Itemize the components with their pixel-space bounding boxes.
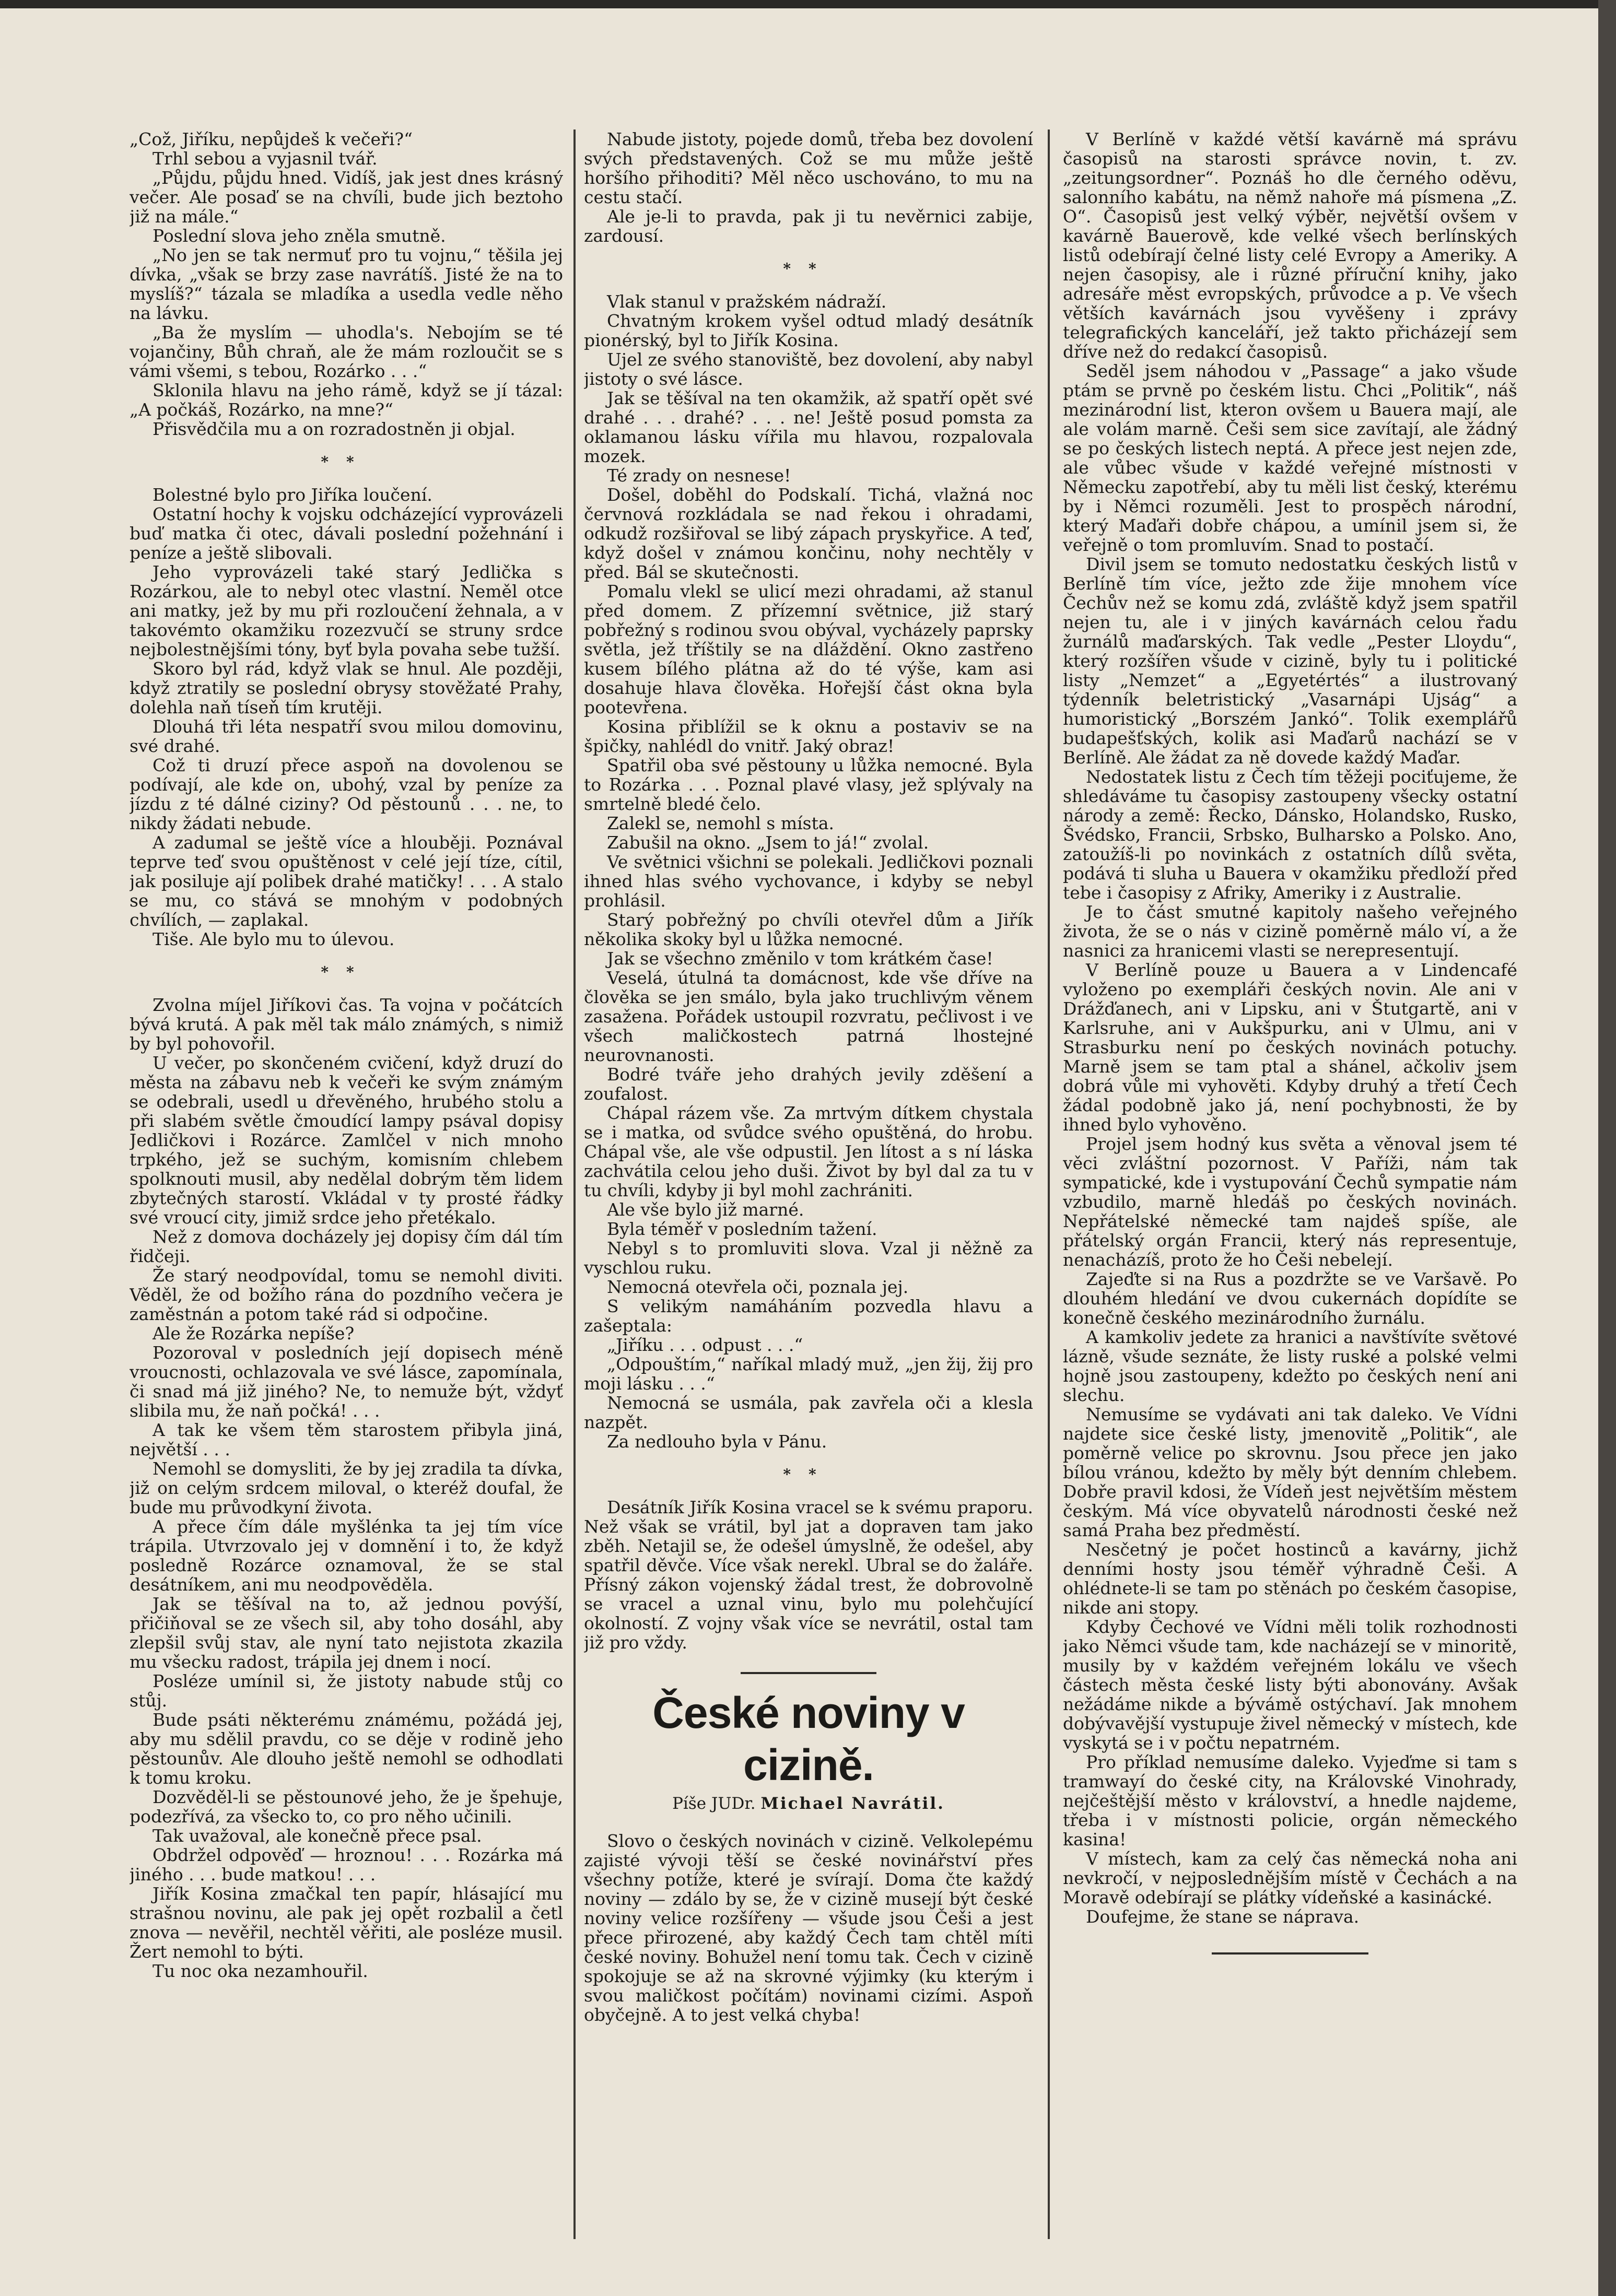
paragraph: Jak se těšíval na ten okamžik, až spatří opět své drahé . . . drahé? . . . ne! Ještě posud pomsta za oklamanou lásku vířila mu hlavou, rozpalovala mozek. [584,388,1033,466]
column-right [1063,129,1517,2260]
paragraph: Slovo o českých novinách v cizině. Velkolepému zajisté vývoji těší se české novinářství přes všechny potíže, které je svírají. Doma čte každý noviny — zdálo by se, že v cizině musejí být české noviny velice rozšířeny — všude jsou Češi a jest přece přirozené, aby každý Čech tam chtěl míti české noviny. Bohužel není tomu tak. Čech v cizině spokojuje se až na skrovné výjimky (ku kterým i svou maličkost počítám) novinami cizími. Aspoň obyčejně. A to jest velká chyba! [584,1831,1033,2025]
paragraph: Než z domova docházely jej dopisy čím dál tím řidčeji. [130,1227,563,1266]
paragraph: Starý pobřežný po chvíli otevřel dům a Jiřík několika skoky byl u lůžka nemocné. [584,910,1033,949]
paragraph: V Berlíně pouze u Bauera a v Lindencafé vyloženo po exempláři českých novin. Ale ani v Drážďanech, ani v Lipsku, ani v Štutgartě, ani v Karlsruhe, ani v Aukšpurku, ani v Ulmu, ani v Strasburku není po českých novinách potuchy. Marně jsem se tam ptal a shánel, ačkoliv jsem dobrá vůle mi vyhověti. Kdyby druhý a třetí Čech žádal podobně jako já, není pochybnosti, že by ihned bylo vyhověno. [1063,960,1517,1135]
paragraph: Skoro byl rád, když vlak se hnul. Ale později, když ztratily se poslední obrysy stověžaté Prahy, dolehla naň tíseň tím krutěji. [130,658,563,717]
paragraph: „Půjdu, půjdu hned. Vidíš, jak jest dnes krásný večer. Ale posaď se na chvíli, bude jich beztoho již na mále.“ [130,168,563,227]
paragraph: Ostatní hochy k vojsku odcházející vyprovázeli buď matka či otec, dávali poslední požehnání i peníze a ještě slibovali. [130,504,563,563]
paragraph: Nabude jistoty, pojede domů, třeba bez dovolení svých představených. Což se mu může ještě horšího přihoditi? Měl něco uschováno, to mu na cestu stačí. [584,129,1033,207]
paragraph: Kdyby Čechové ve Vídni měli tolik rozhodnosti jako Němci všude tam, kde nacházejí se v minoritě, musily by v každém veřejném lokálu ve všech částech města české listy býti abonovány. Avšak nežádáme nikde a bývámě ostýchaví. Jak mnohem dobývavější vystupuje živel německý v místech, kde vyskytá se i v počtu nepatrném. [1063,1617,1517,1753]
paragraph: Došel, doběhl do Podskalí. Tichá, vlažná noc červnová rozkládala se nad řekou i ohradami, odkudž rozšiřoval se libý zápach pryskyřice. A teď, když došel v známou končinu, nohy nechtěly v před. Bál se skutečnosti. [584,485,1033,582]
paragraph: Projel jsem hodný kus světa a věnoval jsem té věci zvláštní pozornost. V Paříži, nám tak sympatické, kde i vystupování Čechů sympatie nám vzbudilo, marně hledáš po českých novinách. Nepřátelské německé tam najdeš spíše, ale přátelský orgán Francii, který nás representuje, nenacházíš, proto že ho Češi nebelejí. [1063,1134,1517,1270]
byline-author: Michael Navrátil. [760,1794,945,1813]
scan-right-edge [1598,0,1616,2296]
article-byline [584,1794,1033,1814]
scan-top-edge [0,0,1616,8]
column-rule [1048,129,1050,2239]
paragraph: Nedostatek listu z Čech tím těžeji pociťujeme, že shledáváme tu časopisy zastoupeny všecky ostatní národy a země: Řecko, Dánsko, Holandsko, Rusko, Švédsko, Francii, Srbsko, Bulharsko a Polsko. Ano, zatoužíš-li po novinkách z ostatních dílů světa, podává ti sluha u Bauera v okamžiku předloží před tebe i časopisy z Afriky, Ameriky i z Australie. [1063,767,1517,903]
paragraph: Bolestné bylo pro Jiříka loučení. [153,485,432,505]
paragraph: Tiše. Ale bylo mu to úlevou. [153,929,395,949]
column-rule [573,129,576,2239]
paragraph: Nesčetný je počet hostinců a kavárny, jichž denními hosty jsou téměř výhradně Češi. A ohlédnete-li se tam po stěnách po českém časopise, nikde ani stopy. [1063,1539,1517,1618]
paragraph: Tu noc oka nezamhouřil. [153,1961,368,1981]
paragraph: Vlak stanul v pražském nádraží. [607,291,887,312]
paragraph: Obdržel odpověď — hroznou! . . . Rozárka má jiného . . . bude matkou! . . . [130,1845,563,1885]
paragraph: Zabušil na okno. „Jsem to já!“ zvolal. [607,832,929,853]
section-separator: ** [783,260,834,277]
paragraph: Nebyl s to promluviti slova. Vzal ji něžně za vyschlou ruku. [584,1238,1033,1278]
paragraph: Bude psáti některému známému, požádá jej, aby mu sdělil pravdu, co se děje v rodině jeho pěstounův. Ale dlouho ještě nemohl se odhodlati k tomu kroku. [130,1710,563,1788]
paragraph: Že starý neodpovídal, tomu se nemohl diviti. Věděl, že od božího rána do pozdního večera je zaměstnán a potom také rád si odpočine. [130,1265,563,1324]
paragraph: Je to část smutné kapitoly našeho veřejného života, že se o nás v cizině poměrně málo ví, a že nasnici za hranicemi vlasti se nerepresentují. [1063,902,1517,961]
paragraph: Doufejme, že stane se náprava. [1086,1906,1360,1927]
paragraph: „Jiříku . . . odpust . . .“ [607,1335,803,1355]
article-end-rule [1212,1952,1368,1954]
paragraph: Chvatným krokem vyšel odtud mladý desátník pionérský, byl to Jiřík Kosina. [584,311,1033,350]
paragraph: Ujel ze svého stanoviště, bez dovolení, aby nabyl jistoty o své lásce. [584,349,1033,389]
paragraph: „Odpouštím,“ naříkal mladý muž, „jen žij, žij pro moji lásku . . .“ [584,1354,1033,1394]
paragraph: A zadumal se ještě více a hlouběji. Poznával teprve teď svou opuštěnost v celé její tíze, cítil, jak posiluje ají polibek drahé matičky! . . . A stalo se mu, co stává se mnohým v podobných chvílích, — zaplakal. [130,832,563,930]
paragraph: Jak se všechno změnilo v tom krátkém čase! [607,948,993,969]
paragraph: Spatřil oba své pěstouny u lůžka nemocné. Byla to Rozárka . . . Poznal plavé vlasy, jež splývaly na smrtelně bledé čelo. [584,755,1033,814]
paragraph: Nemusíme se vydávati ani tak daleko. Ve Vídni najdete sice české listy, jmenovitě „Politik“, ale poměrně velice po skrovnu. Jsou přece jen jako bílou vránou, kdežto by měly být denním chlebem. Dobře pravil kdosi, že Vídeň jest největším městem českým. Má více obyvatelů národnosti české než samá Praha bez předměstí. [1063,1404,1517,1540]
paragraph: Pro příklad nemusíme daleko. Vyjeďme si tam s tramwayí do české city, na Královské Vinohrady, nejčeštější město v království, a hnedle najdeme, třeba i v místnosti policie, orgán německého kasina! [1063,1752,1517,1850]
paragraph: Pomalu vlekl se ulicí mezi ohradami, až stanul před domem. Z přízemní světnice, již starý pobřežný s rodinou svou obýval, vycházely paprsky světla, jež tříštily se na dláždění. Okno zastřeno kusem bílého plátna až do té výše, kam asi dosahuje hlava člověka. Hořejší část okna byla pootevřena. [584,581,1033,717]
paragraph: Ve světnici všichni se polekali. Jedličkovi poznali ihned hlas svého vychovance, i kdyby se nebyl prohlásil. [584,852,1033,911]
paragraph: Seděl jsem náhodou v „Passage“ a jako všude ptám se prvně po českém listu. Chci „Politik“, náš mezinárodní list, kteron ovšem u Bauera mají, ale ale volám marně. Češi sem sice zavítají, ale žádný se po českých listech neptá. A přece jest nejen zde, ale vůbec všude v každé veřejné místnosti v Německu zapotřebí, aby tu měli list český, kterému by i Němci rozuměli. Jest to prospěch národní, který Maďaři dobře chápou, a umínil jsem si, že veřejně o tom promluvím. Snad to postačí. [1063,361,1517,555]
paragraph: Dlouhá tři léta nespatří svou milou domovinu, své drahé. [130,716,563,756]
paragraph: „No jen se tak nermuť pro tu vojnu,“ těšila jej dívka, „však se brzy zase navrátíš. Jisté že na to myslíš?“ tázala se mladíka a usedla vedle něho na lávku. [130,245,563,323]
paragraph: Veselá, útulná ta domácnost, kde vše dříve na člověka se jen smálo, byla jako truchlivým věnem zasažena. Pořádek ustoupil rozvratu, pečlivost i ve všech maličkostech patrná lhostejné neurovnanosti. [584,968,1033,1065]
column-left [130,129,563,2260]
paragraph: Jeho vyprovázeli také starý Jedlička s Rozárkou, ale to nebyl otec vlastní. Neměl otce ani matky, jež by mu při rozloučení žehnala, a v takovémto okamžiku rozezvučí se struny srdce nejbolestnějšími tóny, byť byla povaha sebe tužší. [130,562,563,660]
section-separator: ** [783,1466,834,1483]
column-middle [584,129,1033,2260]
paragraph: Přisvědčila mu a on rozradostněn ji objal. [153,419,516,439]
paragraph: Ale vše bylo již marné. [607,1199,804,1220]
paragraph: A kamkoliv jedete za hranici a navštívíte světové lázně, všude seznáte, že listy ruské a polské velmi hojně jsou zastoupeny, kdežto po českých není ani slechu. [1063,1327,1517,1405]
paragraph: U večer, po skončeném cvičení, když druzí do města na zábavu neb k večeři ke svým známým se odebrali, usedl u dřevěného, hrubého stolu a při slabém světle čmoudící lampy psával dopisy Jedličkovi i Rozárce. Zamlčel v nich mnoho trpkého, jež se suchým, komisním chlebem spolknouti musil, aby nedělal dobrým těm lidem zbytečných starostí. Vkládal v ty prosté řádky své vroucí city, jimiž srdce jeho přetékalo. [130,1053,563,1228]
paragraph: V místech, kam za celý čas německá noha ani nevkročí, v nejposlednějším místě v Čechách a na Moravě odebírají se plátky vídeňské a kasinácké. [1063,1848,1517,1908]
section-separator: ** [321,963,372,981]
paragraph: Nemocná se usmála, pak zavřela oči a klesla nazpět. [584,1393,1033,1432]
paragraph: V Berlíně v každé větší kavárně má správu časopisů na starosti správce novin, t. zv. „zeitungsordner“. Poznáš ho dle černého oděvu, salonního kabátu, na němž nahoře má písmena „Z. O“. Časopisů jest velký výběr, největší ovšem v kavárně Bauerově, kde velké všech berlínských listů odebírají čelné listy celé Evropy a Ameriky. A nejen časopisy, ale i různé příruční knihy, jako adresáře měst evropských, průvodce a p. Ve všech větších kavárnách jsou vyvěšeny i zprávy telegrafických kanceláří, jež takto přicházejí sem dříve než do redakcí časopisů. [1063,129,1517,362]
paragraph: Té zrady on nesnese! [607,465,791,486]
paragraph: Chápal rázem vše. Za mrtvým dítkem chystala se i matka, od svůdce svého opuštěná, do hrobu. Chápal vše, ale vše odpustil. Jen lítost a s ní láska zachvátila celou jeho duši. Život by byl dal za tu v tu chvíli, kdyby ji byl mohl zachrániti. [584,1103,1033,1200]
paragraph: Bodré tváře jeho drahých jevily zděšení a zoufalost. [584,1064,1033,1104]
paragraph: Ale je-li to pravda, pak ji tu nevěrnici zabije, zardousí. [584,206,1033,246]
paragraph: Zajeďte si na Rus a pozdržte se ve Varšavě. Po dlouhém hledání ve dvou cukernách dopídíte se konečně českého mezinárodního žurnálu. [1063,1269,1517,1328]
paragraph: A tak ke všem těm starostem přibyla jiná, největší . . . [130,1420,563,1459]
paragraph: Sklonila hlavu na jeho rámě, když se jí tázal: „A počkáš, Rozárko, na mne?“ [130,380,563,420]
paragraph: „Což, Jiříku, nepůjdeš k večeři?“ [130,129,413,149]
paragraph: Byla téměř v posledním tažení. [607,1219,877,1239]
paragraph: Poslední slova jeho zněla smutně. [153,226,446,246]
paragraph: Nemohl se domysliti, že by jej zradila ta dívka, již on celým srdcem miloval, o kteréž doufal, že bude mu průvodkyní života. [130,1458,563,1517]
paragraph: A přece čím dále myšlénka ta jej tím více trápila. Utvrzovalo jej v domnění i to, že když posledně Rozárce oznamoval, že se stal desátníkem, ani mu neodpověděla. [130,1516,563,1595]
article-headline: České noviny v cizině. [652,1688,965,1789]
paragraph: Ale že Rozárka nepíše? [153,1323,355,1344]
article-divider [741,1672,876,1674]
paragraph: Nemocná otevřela oči, poznala jej. [607,1277,909,1297]
paragraph: Dozvěděl-li se pěstounové jeho, že je špehuje, podezřívá, za všecko to, co pro něho učinili. [130,1787,563,1827]
paragraph: Tak uvažoval, ale konečně přece psal. [153,1826,482,1846]
paragraph: Desátník Jiřík Kosina vracel se k svému praporu. Než však se vrátil, byl jat a dopraven tam jako zběh. Netajil se, že odešel úmyslně, že odešel, aby spatřil děvče. Více však nerekl. Ubral se do žaláře. Přísný zákon vojenský žádal trest, že dobrovolně se vracel a uznal vinu, bylo mu polehčující okolností. Z vojny však více se nevrátil, ostal tam již pro vždy. [584,1497,1033,1653]
paragraph: Zvolna míjel Jiříkovi čas. Ta vojna v počátcích bývá krutá. A pak měl tak málo známých, s nimiž by byl pohovořil. [130,995,563,1054]
paragraph: Jiřík Kosina zmačkal ten papír, hlásající mu strašnou novinu, ale pak jej opět rozbalil a četl znova — nevěřil, nechtěl věřiti, ale posléze musil. Žert nemohl to býti. [130,1883,563,1962]
paragraph: Pozoroval v posledních její dopisech méně vroucnosti, ochlazovala ve své lásce, zapomínala, či snad má již jiného? Ne, to nemuže být, vždyť slibila mu, že naň počká! . . . [130,1343,563,1421]
paragraph: Zalekl se, nemohl s místa. [607,813,835,833]
paragraph: Posléze umínil si, že jistoty nabude stůj co stůj. [130,1671,563,1711]
paragraph: Za nedlouho byla v Pánu. [607,1431,827,1452]
paragraph: S velikým namáháním pozvedla hlavu a zašeptala: [584,1296,1033,1336]
paragraph: Jak se těšíval na to, až jednou povýší, přičiňoval se ze všech sil, aby toho dosáhl, aby zlepšil svůj stav, ale nyní tato nejistota zkazila mu všecku radost, trápila jej dnem i nocí. [130,1594,563,1672]
paragraph: Což ti druzí přece aspoň na dovolenou se podívají, ale kde on, ubohý, vzal by peníze za jízdu z té dálné ciziny? Od pěstounů . . . ne, to nikdy žádati nebude. [130,755,563,833]
section-separator: ** [321,453,372,470]
paragraph: Trhl sebou a vyjasnil tvář. [153,148,378,169]
paragraph: „Ba že myslím — uhodla's. Nebojím se té vojančiny, Bůh chraň, ale že mám rozloučit se s vámi všemi, s tebou, Rozárko . . .“ [130,322,563,381]
paragraph: Divil jsem se tomuto nedostatku českých listů v Berlíně tím více, ježto zde žije mnohem více Čechův než se komu zdá, zvláště když jsem spatřil nejen tu, ale i v jiných kavárnách celou řadu žurnálů maďarských. Tak vedle „Pester Lloydu“, který rozšířen všude v cizině, byly tu i politické listy „Nemzet“ a „Egyetértés“ a ilustrovaný týdenník beletristický „Vasarnápi Ujság“ a humoristický „Borszém Jankó“. Tolik exemplářů budapešťských, kolik asi Maďarů nachází se v Berlíně. Ale žádat za ně dovede každý Maďar. [1063,554,1517,768]
byline-prefix: Píše JUDr. [672,1794,756,1813]
paragraph: Kosina přiblížil se k oknu a postaviv se na špičky, nahlédl do vnitř. Jaký obraz! [584,716,1033,756]
